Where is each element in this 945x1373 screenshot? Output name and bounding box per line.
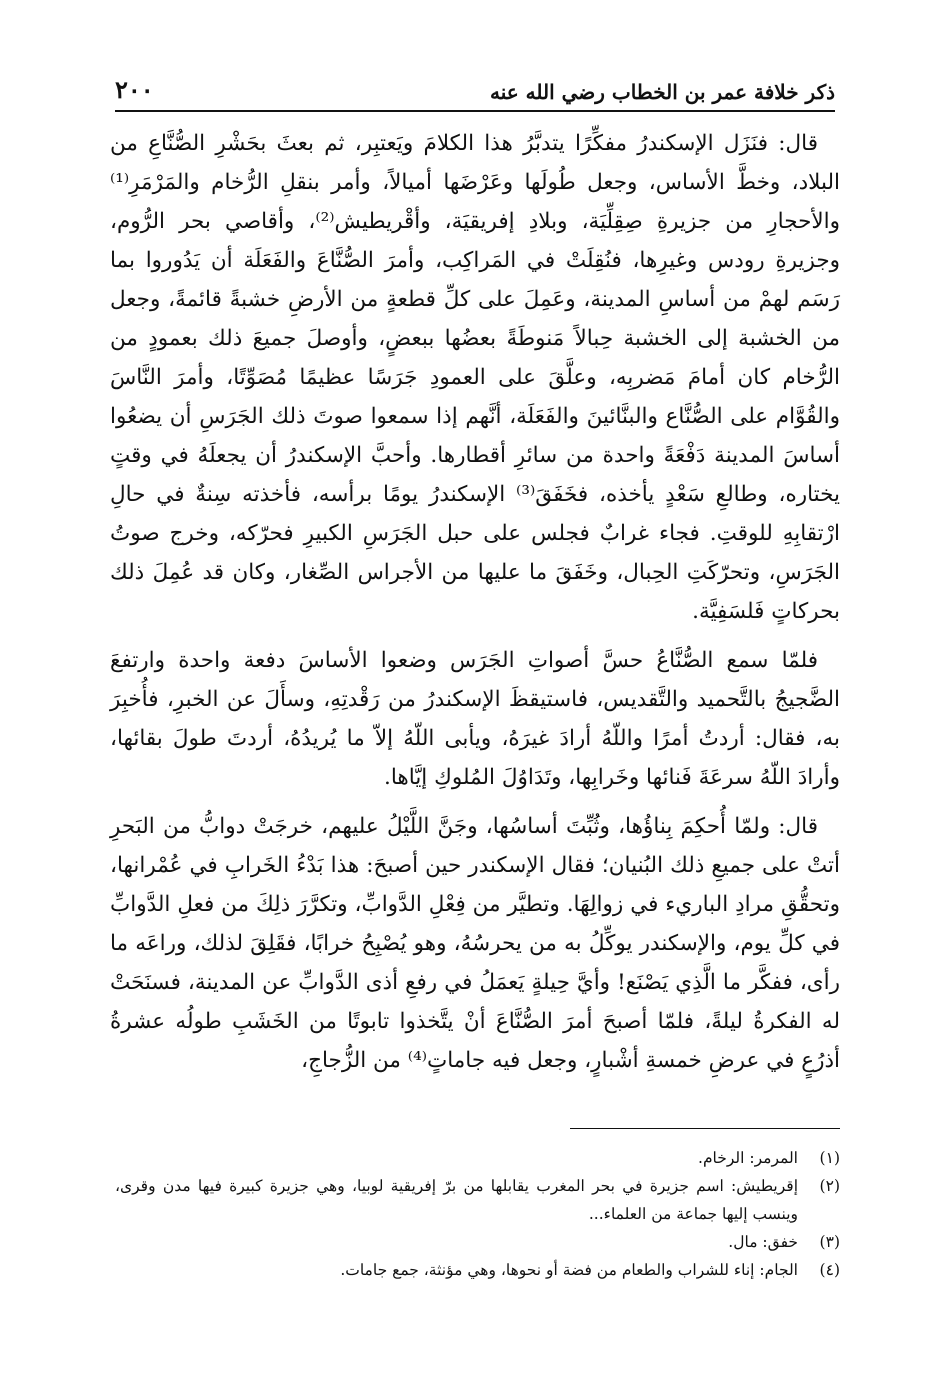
footnote-number: (٣) [819, 1233, 840, 1251]
main-text [110, 124, 840, 1090]
footnote-text: إقريطيش: اسم جزيرة في بحر المغرب يقابلها من برّ إفريقية لوبيا، وهي جزيرة كبيرة فيها مدن وقرى، وينسب إليها جماعة من العلماء... [115, 1177, 798, 1223]
footnote-text: خفق: مال. [728, 1233, 798, 1251]
footnote-number: (٢) [819, 1177, 840, 1195]
paragraph: فلمّا سمع الصُّنَّاعُ حسَّ أصواتِ الجَرَس وضعوا الأساسَ دفعة واحدة وارتفعَ الضَّجيجُ بالتَّحميد والتَّقديس، فاستيقظَ الإسكندرُ من رَقْدتِهِ، وسأَلَ عن الخبرِ، فأُخبِرَ به، فقال: أردتُ أمرًا واللّهُ أرادَ غيرَهُ، ويأبى اللّهُ إلاّ ما يُريدُهُ، أردتَ طولَ بقائها، وأرادَ اللّهُ سرعَةَ فَنائها وخَرابِها، وتَدَاوُلَ المُلوكِ إيَّاها. [110, 648, 840, 790]
page-number: ٢٠٠ [115, 75, 154, 104]
running-title: ذكر خلافة عمر بن الخطاب رضي الله عنه [490, 80, 835, 104]
footnote [115, 1228, 840, 1256]
footnote [115, 1172, 840, 1228]
footnote-text: المرمر: الرخام. [698, 1149, 798, 1167]
footnote-number: (٤) [819, 1261, 840, 1279]
footnote-divider [570, 1128, 840, 1129]
page-header [115, 70, 835, 112]
footnote-text: الجام: إناء للشراب والطعام من فضة أو نحوها، وهي مؤنثة، جمع جامات. [340, 1261, 798, 1279]
footnote [115, 1144, 840, 1172]
paragraph: قال: فنَزَل الإسكندرُ مفكِّرًا يتدبَّرُ هذا الكلامَ ويَعتبِر، ثم بعثَ بحَشْرِ الصُّنَّاعِ من البلاد، وخطَّ الأساس، وجعل طُولَها وعَرْضَها أميالاً، وأمر بنقلِ الرُّخام والمَرْمَرِ⁽¹⁾ والأحجارِ من جزيرةِ صِقِلِّيَة، وبلادِ إفريقيَة، وأقْريطيش⁽²⁾، وأقاصي بحر الرُّوم، وجزيرةِ رودس وغيرِها، فنُقِلَتْ في المَراكِب، وأمرَ الصُّنَّاعَ والفَعَلَة أن يَدُوروا بما رَسَم لهمْ من أساسِ المدينة، وعَمِلَ على كلِّ قطعةٍ من الأرضِ خشبةً قائمةً، وجعل من الخشبة إلى الخشبة حِبالاً مَنوطَةً بعضُها ببعضٍ، وأوصلَ جميعَ ذلك بعمودٍ من الرُّخام كان أمامَ مَضربِه، وعلَّقَ على العمودِ جَرَسًا عظيمًا مُصَوِّتًا، وأمرَ النَّاسَ والقُوَّام على الصُّنَّاع والبنَّائينَ والفَعَلَة، أنَّهم إذا سمعوا صوتَ ذلك الجَرَسِ أن يضعُوا أساسَ المدينة دَفْعَةً واحدة من سائرِ أقطارها. وأحبَّ الإسكندرُ أن يجعلَهُ في وقتٍ يختاره، وطالعِ سَعْدٍ يأخذه، فخَفَقَ⁽³⁾ الإسكندرُ يومًا برأسه، فأخذته سِنةٌ في حالِ ارْتقابِهِ للوقتِ. فجاء غرابٌ فجلس على حبل الجَرَسِ الكبيرِ فحرّكه، وخرج صوتُ الجَرَسِ، وتحرّكَتِ الحِبال، وخَفَقَ ما عليها من الأجراس الصِّغار، وكان قد عُمِلَ ذلك بحركاتٍ فَلسَفِيَّة. [110, 131, 840, 624]
footnote-number: (١) [819, 1149, 840, 1167]
footnote [115, 1256, 840, 1284]
paragraph: قال: ولمّا أُحكِمَ بِناؤُها، وثُبِّتَ أساسُها، وجَنَّ اللَّيْلُ عليهم، خرجَتْ دوابُّ من البَحرِ أتتْ على جميعِ ذلك البُنيان؛ فقال الإسكندر حين أصبحَ: هذا بَدْءُ الخَرابِ في عُمْرانها، وتحقُّقِ مرادِ الباريء في زوالِهَا. وتطيَّر من فِعْلِ الدَّوابِّ، وتكرَّرَ ذلِكَ من فعلِ الدَّوابِّ في كلِّ يوم، والإسكندر يوكِّلُ به من يحرسُهُ، وهو يُصْبِحُ خرابًا، فقَلِقَ لذلك، وراعَه ما رأى، ففكَّر ما الَّذِي يَصْنَع! وأيَّ حِيلةٍ يَعمَلُ في رفعِ أذى الدَّوابِّ عن المدينة، فسنَحَتْ له الفكرةُ ليلةً، فلمّا أصبحَ أمرَ الصُّنَّاعَ أنْ يتَّخذوا تابوتًا من الخَشَبِ طولُه عشرةُ أذرُعٍ في عرضِ خمسةِ أشْبارٍ، وجعل فيه جاماتٍ⁽⁴⁾ من الزُّجاجِ، [110, 814, 840, 1073]
footnotes [115, 1144, 840, 1284]
